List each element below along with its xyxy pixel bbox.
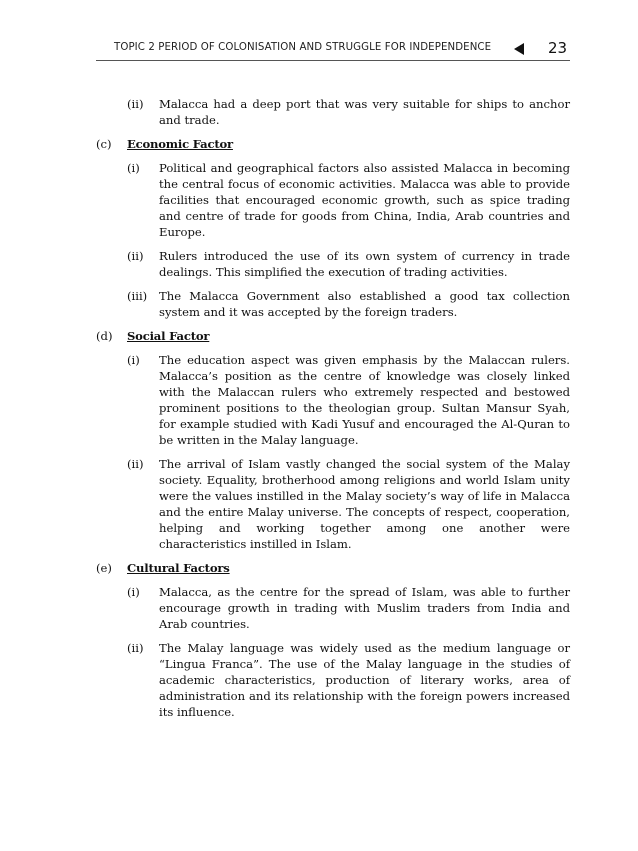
- section-heading-d: [0, 328, 638, 344]
- item-text: Political and geographical factors also assisted Malacca in becoming the central focus of economic activities. Malacca was able to provide facilities that encouraged economic growth, such as spice trading and centre of trade for goods from China, India, Arab countries and Europe.: [159, 161, 570, 239]
- item-marker: (ii): [127, 641, 144, 655]
- page-content: [0, 96, 638, 728]
- item-marker: (i): [127, 161, 140, 175]
- section-title: Economic Factor: [127, 137, 233, 151]
- item-text: The Malay language was widely used as the medium language or “Lingua Franca”. The use of the Malay language in the studies of academic characteristics, production of literary works, area of administration and its relationship with the foreign powers increased its influence.: [159, 641, 570, 719]
- item-text: Rulers introduced the use of its own system of currency in trade dealings. This simplified the execution of trading activities.: [159, 249, 570, 279]
- item-text: The education aspect was given emphasis by the Malaccan rulers. Malacca’s position as the centre of knowledge was closely linked with the Malaccan rulers who extremely respected and bestowed prominent positions to the theologian group. Sultan Mansur Syah, for example studied with Kadi Yusuf and encouraged the Al-Quran to be written in the Malay language.: [159, 353, 570, 447]
- section-marker: (c): [96, 137, 112, 151]
- header-rule: [96, 60, 570, 61]
- item-marker: (i): [127, 585, 140, 599]
- item-marker: (i): [127, 353, 140, 367]
- list-item: [0, 288, 638, 320]
- list-item: [0, 640, 638, 720]
- list-item: [0, 584, 638, 632]
- section-heading-c: [0, 136, 638, 152]
- item-text: Malacca had a deep port that was very suitable for ships to anchor and trade.: [159, 97, 570, 127]
- left-triangle-icon: [514, 43, 524, 55]
- item-text: Malacca, as the centre for the spread of Islam, was able to further encourage growth in trading with Muslim traders from India and Arab countries.: [159, 585, 570, 631]
- item-marker: (ii): [127, 249, 144, 263]
- item-marker: (ii): [127, 457, 144, 471]
- list-item: [0, 96, 638, 128]
- list-item: [0, 352, 638, 448]
- section-title: Cultural Factors: [127, 561, 230, 575]
- list-item: [0, 248, 638, 280]
- section-heading-e: [0, 560, 638, 576]
- item-text: The arrival of Islam vastly changed the social system of the Malay society. Equality, brotherhood among religions and world Islam unity were the values instilled in the Malay society’s way of life in Malacca and the entire Malay universe. The concepts of respect, cooperation, helping and working together among one another were characteristics instilled in Islam.: [159, 457, 570, 551]
- running-header: [96, 38, 570, 62]
- section-marker: (e): [96, 561, 112, 575]
- section-title: Social Factor: [127, 329, 210, 343]
- item-text: The Malacca Government also established a good tax collection system and it was accepted by the foreign traders.: [159, 289, 570, 319]
- list-item: [0, 456, 638, 552]
- list-item: [0, 160, 638, 240]
- page-number: 23: [548, 39, 568, 57]
- item-marker: (iii): [127, 289, 148, 303]
- item-marker: (ii): [127, 97, 144, 111]
- header-title: TOPIC 2 PERIOD OF COLONISATION AND STRUGGLE FOR INDEPENDENCE: [114, 42, 492, 53]
- section-marker: (d): [96, 329, 113, 343]
